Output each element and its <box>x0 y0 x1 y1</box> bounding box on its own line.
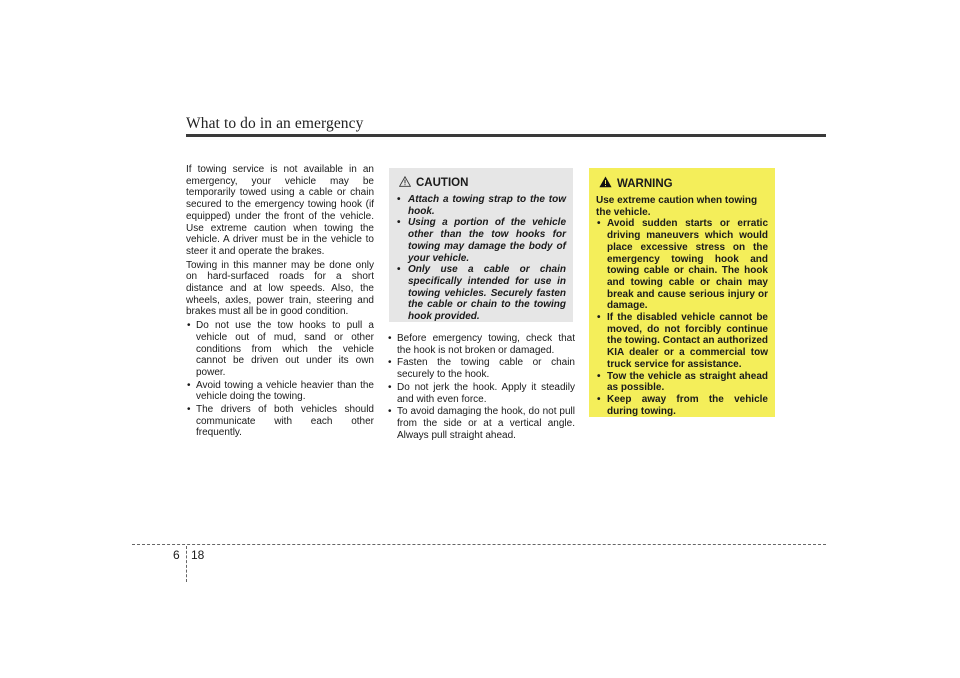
list-item-text: Do not use the tow hooks to pull a vehicle out of mud, sand or other conditions from which the vehicle cannot be driven out under its own power. <box>196 320 374 378</box>
list-item <box>387 333 575 356</box>
warning-title: WARNING <box>617 178 673 190</box>
paragraph: If towing service is not available in an emergency, your vehicle may be temporarily towed using a cable or chain secured to the emergency towing hook (if equipped) under the front of the vehicle. Use extreme caution when towing the vehicle. A driver must be in the vehicle to steer it and operate the brakes. <box>186 164 374 257</box>
list-item-text: To avoid damaging the hook, do not pull from the side or at a vertical angle. Always pull straight ahead. <box>397 406 575 441</box>
list-item-text: Only use a cable or chain specifically intended for use in towing vehicles. Securely fasten the cable or chain to the towing hook provided. <box>408 264 566 323</box>
page-number: 18 <box>191 548 205 562</box>
list-item-text: Keep away from the vehicle during towing. <box>607 393 768 417</box>
bullet-list <box>387 333 575 441</box>
chapter-number: 6 <box>173 548 180 562</box>
list-item-text: Using a portion of the vehicle other than the tow hooks for towing may damage the body of your vehicle. <box>408 217 566 264</box>
list-item <box>596 312 768 371</box>
middle-column <box>387 333 575 442</box>
list-item <box>387 357 575 380</box>
list-item <box>387 406 575 441</box>
page-header-title: What to do in an emergency <box>186 115 364 132</box>
bullet-icon: • <box>397 194 401 205</box>
caution-box <box>389 168 573 322</box>
warning-box <box>589 168 775 417</box>
bullet-icon: • <box>397 217 401 229</box>
warning-triangle-icon <box>599 175 612 193</box>
bullet-icon: • <box>597 393 601 405</box>
list-item-text: Avoid sudden starts or erratic driving maneuvers which would place excessive stress on the emergency towing hook and towing cable or chain. The hook and towing cable or chain may break and cause serious injury or damage. <box>607 218 768 312</box>
list-item <box>396 264 566 323</box>
list-item <box>387 382 575 405</box>
bullet-icon: • <box>388 333 392 344</box>
list-item-text: Fasten the towing cable or chain securely to the hook. <box>397 357 575 381</box>
footer-divider <box>186 546 187 582</box>
bullet-icon: • <box>388 381 392 393</box>
list-item <box>596 371 768 394</box>
list-item-text: Tow the vehicle as straight ahead as possible. <box>607 370 768 394</box>
warning-header <box>599 175 768 193</box>
list-item-text: Do not jerk the hook. Apply it steadily and with even force. <box>397 381 575 405</box>
paragraph: Towing in this manner may be done only on hard-surfaced roads for a short distance and at low speeds. Also, the wheels, axles, power train, steering and brakes must all be in good condition. <box>186 259 374 318</box>
list-item <box>596 394 768 417</box>
caution-title: CAUTION <box>416 177 469 189</box>
bullet-list <box>186 320 374 439</box>
warning-intro: Use extreme caution when towing the vehicle. <box>596 195 758 218</box>
list-item-text: If the disabled vehicle cannot be moved, do not forcibly continue the towing. Contact an authorized KIA dealer or a commercial tow truck service for assistance. <box>607 312 768 370</box>
caution-list <box>396 194 566 323</box>
warning-list <box>596 218 768 417</box>
caution-triangle-icon <box>399 174 411 192</box>
bullet-icon: • <box>388 357 392 369</box>
caution-header <box>399 174 566 192</box>
list-item-text: Before emergency towing, check that the hook is not broken or damaged. <box>397 333 575 356</box>
list-item-text: Attach a towing strap to the tow hook. <box>408 194 566 217</box>
list-item-text: Avoid towing a vehicle heavier than the vehicle doing the towing. <box>196 379 374 403</box>
list-item <box>396 217 566 264</box>
bullet-icon: • <box>187 320 191 332</box>
bullet-icon: • <box>397 264 401 276</box>
bullet-icon: • <box>388 406 392 418</box>
list-item <box>596 218 768 312</box>
list-item <box>186 404 374 439</box>
left-column <box>186 164 374 440</box>
bullet-icon: • <box>597 218 601 230</box>
bullet-icon: • <box>597 370 601 382</box>
bullet-icon: • <box>187 379 191 391</box>
list-item <box>186 320 374 379</box>
bullet-icon: • <box>187 404 191 416</box>
list-item <box>186 380 374 403</box>
header-rule <box>186 134 826 137</box>
footer-rule <box>132 544 826 545</box>
list-item-text: The drivers of both vehicles should communicate with each other frequently. <box>196 404 374 439</box>
bullet-icon: • <box>597 312 601 324</box>
list-item <box>396 194 566 217</box>
